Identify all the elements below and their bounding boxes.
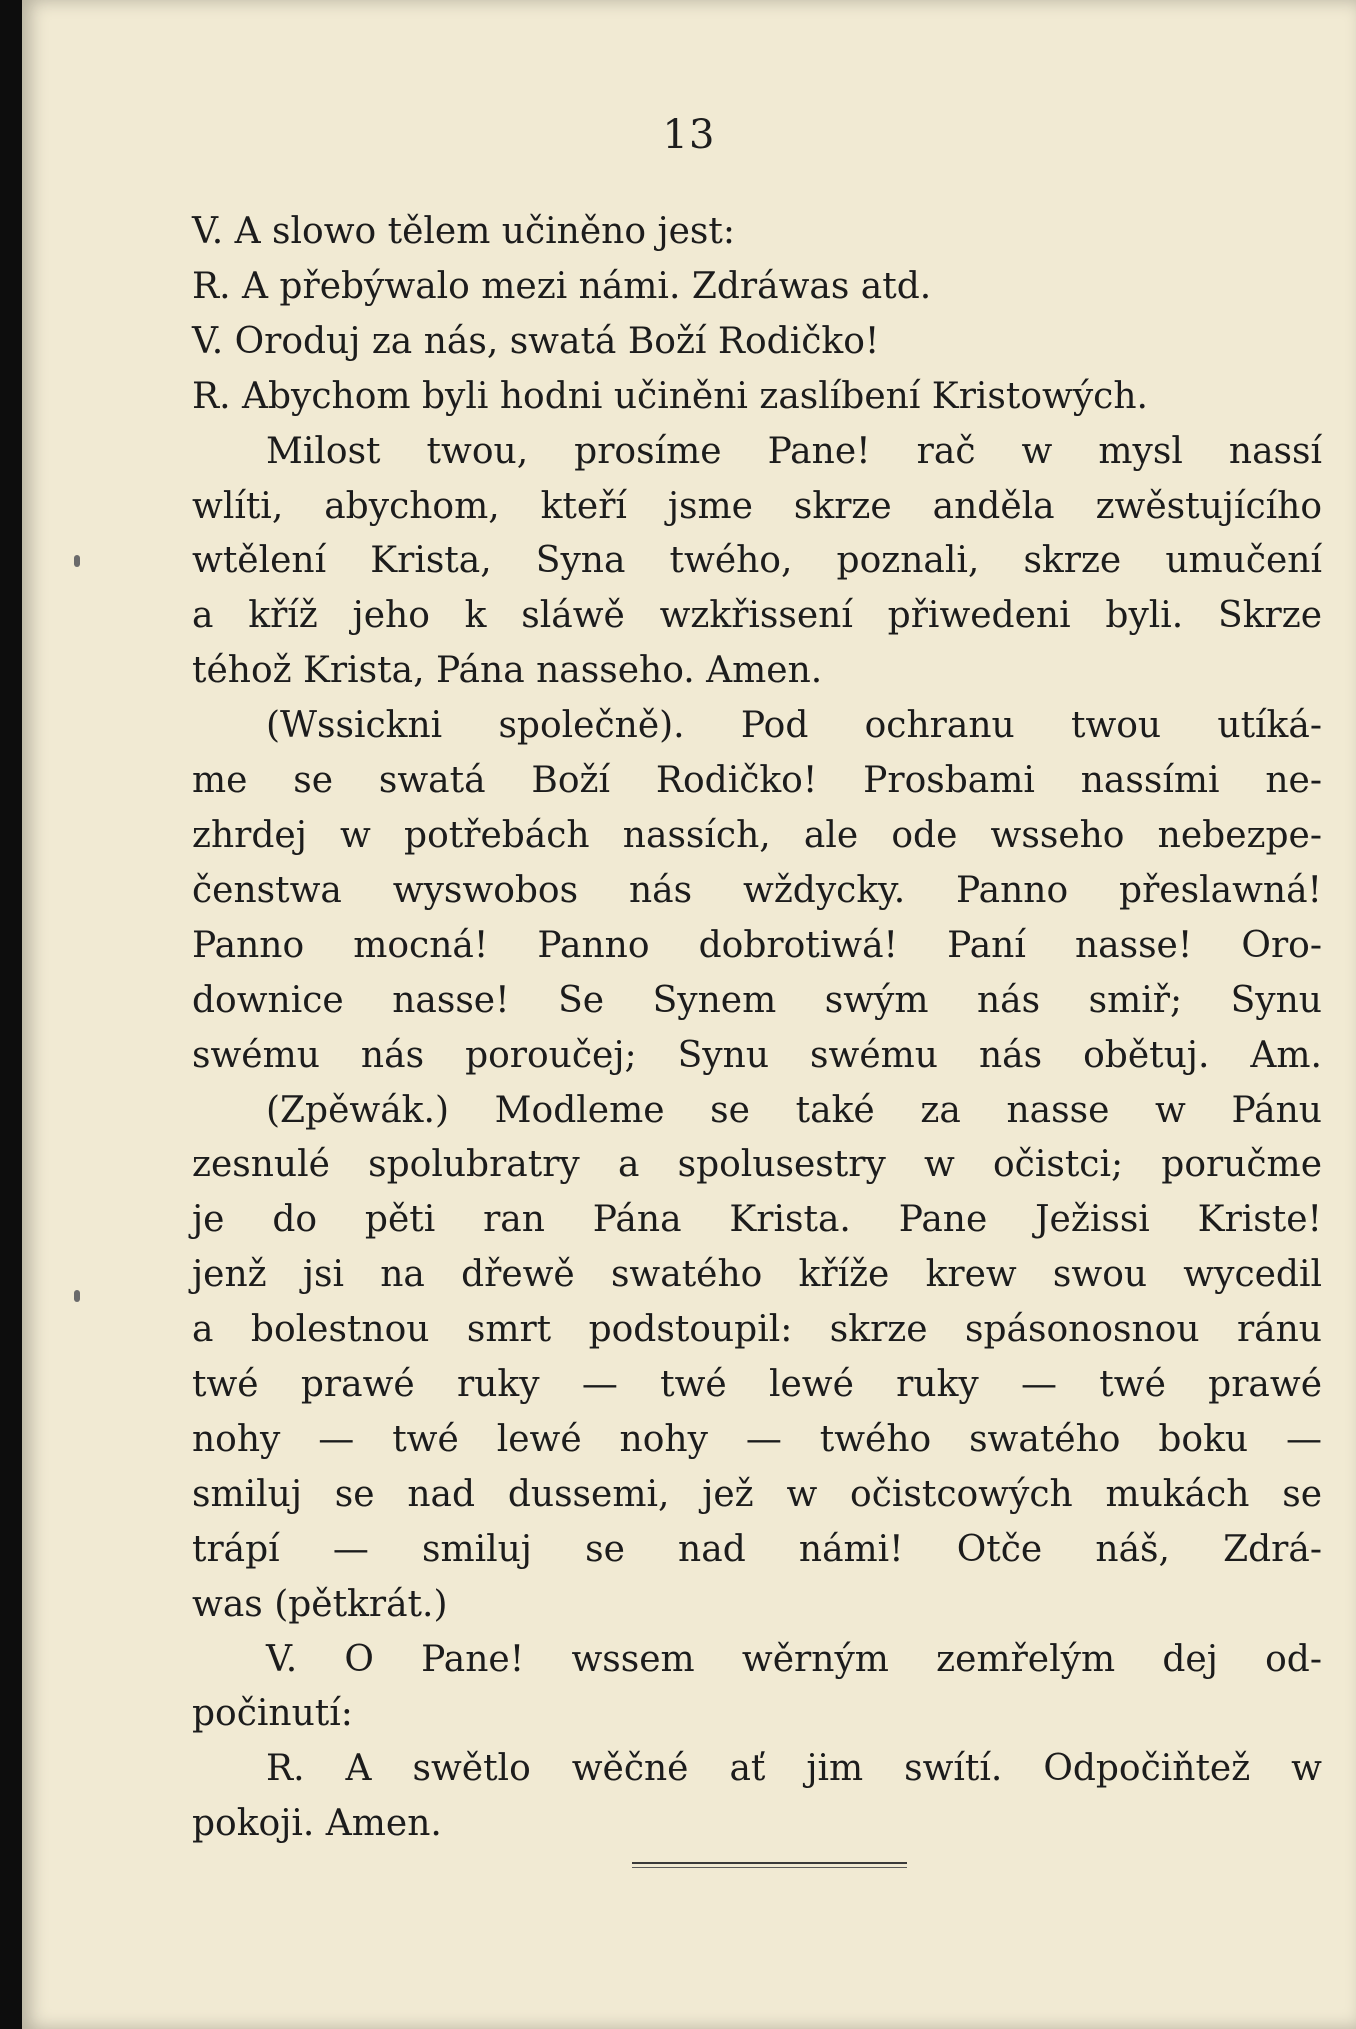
text-line: R. A swětlo wěčné ať jim swítí. Odpočiňtež w [266, 1748, 1322, 1790]
text-line: zesnulé spolubratry a spolusestry w očistci; poručme [192, 1144, 1322, 1186]
text-line: je do pěti ran Pána Krista. Pane Ježissi Kriste! [192, 1199, 1322, 1241]
paper-speck [74, 555, 80, 567]
end-rule-thin [632, 1867, 907, 1868]
text-line: (Zpěwák.) Modleme se také za nasse w Pánu [266, 1089, 1322, 1131]
text-line: čenstwa wyswobos nás wždycky. Panno přeslawná! [192, 869, 1322, 911]
text-line: R. A přebýwalo mezi námi. Zdráwas atd. [192, 265, 932, 307]
end-rule [632, 1862, 907, 1864]
text-line: R. Abychom byli hodni učiněni zaslíbení Kristowých. [192, 375, 1148, 417]
text-line: Panno mocná! Panno dobrotiwá! Paní nasse! Oro- [192, 924, 1322, 966]
book-gutter [0, 0, 22, 2029]
text-line: jenž jsi na dřewě swatého kříže krew swou wycedil [192, 1254, 1322, 1296]
text-line: was (pětkrát.) [192, 1583, 448, 1625]
text-line: téhož Krista, Pána nasseho. Amen. [192, 650, 823, 692]
text-line: wtělení Krista, Syna twého, poznali, skrze umučení [192, 540, 1322, 582]
text-line: me se swatá Boží Rodičko! Prosbami nassími ne- [192, 760, 1322, 802]
text-line: (Wssickni společně). Pod ochranu twou utíká- [266, 705, 1322, 747]
text-line: a kříž jeho k sláwě wzkřissení přiwedeni byli. Skrze [192, 595, 1322, 637]
text-line: V. A slowo tělem učiněno jest: [192, 211, 735, 252]
book-page [22, 0, 1356, 2029]
text-line: nohy — twé lewé nohy — twého swatého boku — [192, 1418, 1322, 1460]
page-body-text [192, 205, 1322, 1852]
text-line: zhrdej w potřebách nassích, ale ode wsseho nebezpe- [192, 814, 1322, 856]
text-line: počinutí: [192, 1693, 353, 1735]
text-line: downice nasse! Se Synem swým nás smiř; Synu [192, 979, 1322, 1021]
text-line: wlíti, abychom, kteří jsme skrze anděla zwěstujícího [192, 485, 1322, 527]
text-line: Milost twou, prosíme Pane! rač w mysl nassí [266, 430, 1322, 472]
paper-speck [74, 1290, 80, 1302]
text-line: V. Oroduj za nás, swatá Boží Rodičko! [192, 320, 880, 362]
text-line: twé prawé ruky — twé lewé ruky — twé prawé [192, 1364, 1322, 1406]
text-line: V. O Pane! wssem wěrným zemřelým dej od- [266, 1638, 1322, 1680]
text-line: swému nás poroučej; Synu swému nás obětuj. Am. [192, 1034, 1322, 1076]
text-line: trápí — smiluj se nad námi! Otče náš, Zdrá- [192, 1528, 1322, 1570]
text-line: pokoji. Amen. [192, 1803, 442, 1845]
page-number: 13 [662, 112, 716, 158]
text-line: a bolestnou smrt podstoupil: skrze spásonosnou ránu [192, 1309, 1322, 1351]
text-line: smiluj se nad dussemi, jež w očistcowých mukách se [192, 1473, 1322, 1515]
